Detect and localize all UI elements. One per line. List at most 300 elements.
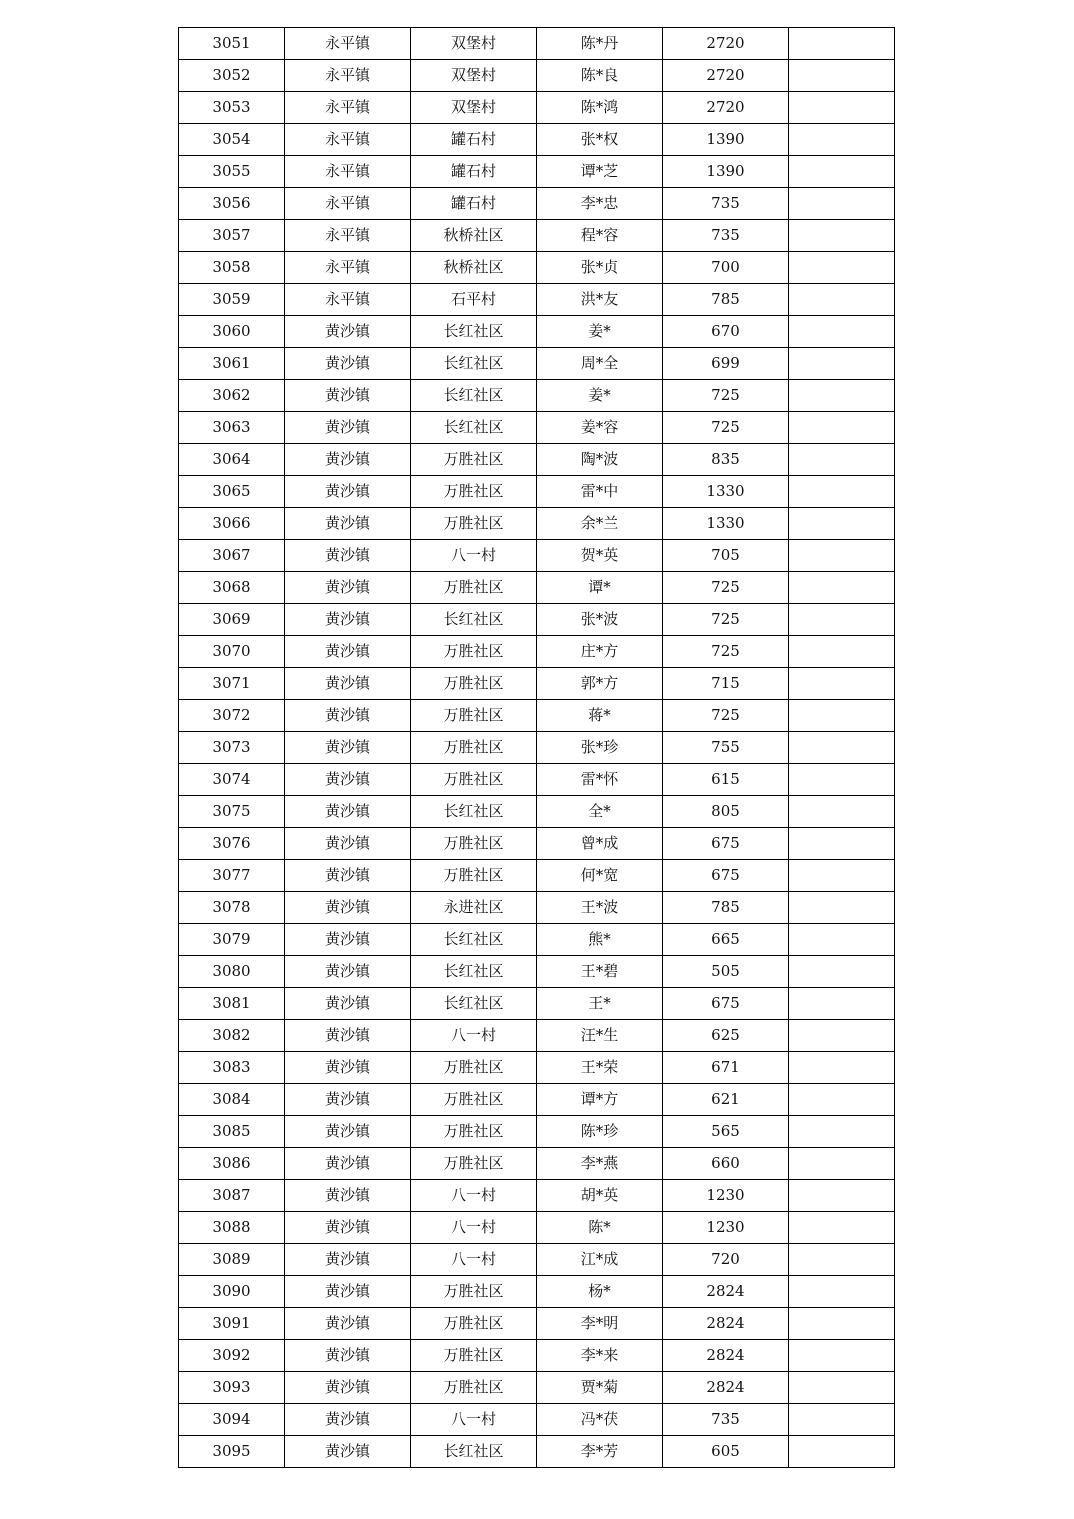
town-cell: 黄沙镇 (285, 988, 411, 1020)
village-cell: 万胜社区 (411, 732, 537, 764)
town-cell: 黄沙镇 (285, 348, 411, 380)
village-cell: 长红社区 (411, 988, 537, 1020)
remark-cell (789, 348, 895, 380)
town-cell: 黄沙镇 (285, 1340, 411, 1372)
village-cell: 永进社区 (411, 892, 537, 924)
serial-number-cell: 3086 (179, 1148, 285, 1180)
serial-number-cell: 3063 (179, 412, 285, 444)
town-cell: 黄沙镇 (285, 1276, 411, 1308)
serial-number-cell: 3055 (179, 156, 285, 188)
serial-number-cell: 3095 (179, 1436, 285, 1468)
town-cell: 黄沙镇 (285, 1212, 411, 1244)
name-cell: 周*全 (537, 348, 663, 380)
name-cell: 陈*良 (537, 60, 663, 92)
remark-cell (789, 1372, 895, 1404)
serial-number-cell: 3079 (179, 924, 285, 956)
serial-number-cell: 3089 (179, 1244, 285, 1276)
name-cell: 张*波 (537, 604, 663, 636)
serial-number-cell: 3083 (179, 1052, 285, 1084)
serial-number-cell: 3072 (179, 700, 285, 732)
village-cell: 万胜社区 (411, 444, 537, 476)
town-cell: 永平镇 (285, 28, 411, 60)
town-cell: 黄沙镇 (285, 1148, 411, 1180)
serial-number-cell: 3075 (179, 796, 285, 828)
remark-cell (789, 92, 895, 124)
name-cell: 姜*容 (537, 412, 663, 444)
village-cell: 长红社区 (411, 604, 537, 636)
village-cell: 万胜社区 (411, 668, 537, 700)
remark-cell (789, 188, 895, 220)
table-row (179, 92, 895, 124)
table-row (179, 156, 895, 188)
amount-cell: 725 (663, 700, 789, 732)
serial-number-cell: 3078 (179, 892, 285, 924)
village-cell: 万胜社区 (411, 508, 537, 540)
document-page (178, 27, 894, 1468)
town-cell: 永平镇 (285, 60, 411, 92)
amount-cell: 720 (663, 1244, 789, 1276)
town-cell: 永平镇 (285, 188, 411, 220)
serial-number-cell: 3091 (179, 1308, 285, 1340)
amount-cell: 715 (663, 668, 789, 700)
table-row (179, 668, 895, 700)
village-cell: 双堡村 (411, 92, 537, 124)
serial-number-cell: 3093 (179, 1372, 285, 1404)
amount-cell: 615 (663, 764, 789, 796)
village-cell: 长红社区 (411, 412, 537, 444)
name-cell: 郭*方 (537, 668, 663, 700)
amount-cell: 625 (663, 1020, 789, 1052)
table-row (179, 1084, 895, 1116)
amount-cell: 1390 (663, 156, 789, 188)
amount-cell: 785 (663, 284, 789, 316)
village-cell: 万胜社区 (411, 764, 537, 796)
roster-table-body (179, 28, 895, 1468)
remark-cell (789, 604, 895, 636)
amount-cell: 735 (663, 1404, 789, 1436)
amount-cell: 2824 (663, 1308, 789, 1340)
serial-number-cell: 3059 (179, 284, 285, 316)
amount-cell: 725 (663, 380, 789, 412)
town-cell: 黄沙镇 (285, 1372, 411, 1404)
town-cell: 黄沙镇 (285, 732, 411, 764)
village-cell: 万胜社区 (411, 572, 537, 604)
town-cell: 黄沙镇 (285, 1084, 411, 1116)
serial-number-cell: 3061 (179, 348, 285, 380)
table-row (179, 636, 895, 668)
remark-cell (789, 60, 895, 92)
remark-cell (789, 220, 895, 252)
remark-cell (789, 476, 895, 508)
amount-cell: 2824 (663, 1372, 789, 1404)
table-row (179, 1308, 895, 1340)
name-cell: 余*兰 (537, 508, 663, 540)
serial-number-cell: 3052 (179, 60, 285, 92)
name-cell: 雷*中 (537, 476, 663, 508)
village-cell: 八一村 (411, 1212, 537, 1244)
village-cell: 秋桥社区 (411, 220, 537, 252)
name-cell: 庄*方 (537, 636, 663, 668)
table-row (179, 508, 895, 540)
serial-number-cell: 3053 (179, 92, 285, 124)
table-row (179, 924, 895, 956)
remark-cell (789, 924, 895, 956)
name-cell: 陶*波 (537, 444, 663, 476)
name-cell: 雷*怀 (537, 764, 663, 796)
town-cell: 黄沙镇 (285, 796, 411, 828)
table-row (179, 476, 895, 508)
amount-cell: 2720 (663, 60, 789, 92)
town-cell: 黄沙镇 (285, 1436, 411, 1468)
serial-number-cell: 3071 (179, 668, 285, 700)
town-cell: 永平镇 (285, 92, 411, 124)
remark-cell (789, 1180, 895, 1212)
remark-cell (789, 540, 895, 572)
serial-number-cell: 3069 (179, 604, 285, 636)
serial-number-cell: 3081 (179, 988, 285, 1020)
amount-cell: 725 (663, 636, 789, 668)
town-cell: 永平镇 (285, 220, 411, 252)
town-cell: 黄沙镇 (285, 380, 411, 412)
town-cell: 黄沙镇 (285, 1020, 411, 1052)
name-cell: 贾*菊 (537, 1372, 663, 1404)
village-cell: 长红社区 (411, 316, 537, 348)
remark-cell (789, 252, 895, 284)
remark-cell (789, 1116, 895, 1148)
amount-cell: 505 (663, 956, 789, 988)
town-cell: 黄沙镇 (285, 1244, 411, 1276)
table-row (179, 1436, 895, 1468)
town-cell: 黄沙镇 (285, 508, 411, 540)
town-cell: 黄沙镇 (285, 476, 411, 508)
remark-cell (789, 1340, 895, 1372)
village-cell: 万胜社区 (411, 1052, 537, 1084)
serial-number-cell: 3074 (179, 764, 285, 796)
remark-cell (789, 1148, 895, 1180)
amount-cell: 670 (663, 316, 789, 348)
remark-cell (789, 1276, 895, 1308)
serial-number-cell: 3060 (179, 316, 285, 348)
town-cell: 黄沙镇 (285, 1052, 411, 1084)
amount-cell: 699 (663, 348, 789, 380)
name-cell: 李*明 (537, 1308, 663, 1340)
table-row (179, 956, 895, 988)
amount-cell: 1390 (663, 124, 789, 156)
name-cell: 全* (537, 796, 663, 828)
name-cell: 李*来 (537, 1340, 663, 1372)
remark-cell (789, 380, 895, 412)
table-row (179, 252, 895, 284)
name-cell: 汪*生 (537, 1020, 663, 1052)
table-row (179, 892, 895, 924)
serial-number-cell: 3058 (179, 252, 285, 284)
table-row (179, 1404, 895, 1436)
serial-number-cell: 3056 (179, 188, 285, 220)
amount-cell: 605 (663, 1436, 789, 1468)
table-row (179, 1020, 895, 1052)
town-cell: 黄沙镇 (285, 604, 411, 636)
amount-cell: 675 (663, 860, 789, 892)
table-row (179, 764, 895, 796)
table-row (179, 1244, 895, 1276)
amount-cell: 1230 (663, 1180, 789, 1212)
village-cell: 万胜社区 (411, 860, 537, 892)
town-cell: 黄沙镇 (285, 572, 411, 604)
town-cell: 黄沙镇 (285, 764, 411, 796)
table-row (179, 604, 895, 636)
village-cell: 八一村 (411, 1180, 537, 1212)
name-cell: 谭*方 (537, 1084, 663, 1116)
name-cell: 冯*茯 (537, 1404, 663, 1436)
village-cell: 万胜社区 (411, 828, 537, 860)
serial-number-cell: 3064 (179, 444, 285, 476)
town-cell: 黄沙镇 (285, 636, 411, 668)
table-row (179, 1212, 895, 1244)
town-cell: 黄沙镇 (285, 1404, 411, 1436)
table-row (179, 28, 895, 60)
amount-cell: 725 (663, 604, 789, 636)
remark-cell (789, 284, 895, 316)
name-cell: 胡*英 (537, 1180, 663, 1212)
village-cell: 八一村 (411, 1244, 537, 1276)
village-cell: 万胜社区 (411, 1340, 537, 1372)
village-cell: 长红社区 (411, 924, 537, 956)
town-cell: 永平镇 (285, 156, 411, 188)
amount-cell: 565 (663, 1116, 789, 1148)
village-cell: 长红社区 (411, 956, 537, 988)
name-cell: 姜* (537, 380, 663, 412)
table-row (179, 412, 895, 444)
serial-number-cell: 3077 (179, 860, 285, 892)
remark-cell (789, 956, 895, 988)
remark-cell (789, 1404, 895, 1436)
serial-number-cell: 3092 (179, 1340, 285, 1372)
serial-number-cell: 3065 (179, 476, 285, 508)
name-cell: 程*容 (537, 220, 663, 252)
remark-cell (789, 636, 895, 668)
amount-cell: 805 (663, 796, 789, 828)
table-row (179, 1180, 895, 1212)
town-cell: 黄沙镇 (285, 668, 411, 700)
village-cell: 万胜社区 (411, 700, 537, 732)
name-cell: 杨* (537, 1276, 663, 1308)
amount-cell: 705 (663, 540, 789, 572)
table-row (179, 540, 895, 572)
remark-cell (789, 668, 895, 700)
amount-cell: 2720 (663, 92, 789, 124)
serial-number-cell: 3080 (179, 956, 285, 988)
table-row (179, 284, 895, 316)
name-cell: 李*芳 (537, 1436, 663, 1468)
serial-number-cell: 3082 (179, 1020, 285, 1052)
remark-cell (789, 508, 895, 540)
remark-cell (789, 1436, 895, 1468)
name-cell: 蒋* (537, 700, 663, 732)
remark-cell (789, 572, 895, 604)
remark-cell (789, 124, 895, 156)
village-cell: 万胜社区 (411, 1148, 537, 1180)
village-cell: 双堡村 (411, 60, 537, 92)
remark-cell (789, 828, 895, 860)
name-cell: 贺*英 (537, 540, 663, 572)
town-cell: 黄沙镇 (285, 892, 411, 924)
town-cell: 黄沙镇 (285, 1116, 411, 1148)
name-cell: 王*碧 (537, 956, 663, 988)
remark-cell (789, 316, 895, 348)
town-cell: 黄沙镇 (285, 828, 411, 860)
village-cell: 八一村 (411, 1404, 537, 1436)
village-cell: 八一村 (411, 1020, 537, 1052)
serial-number-cell: 3067 (179, 540, 285, 572)
town-cell: 黄沙镇 (285, 412, 411, 444)
town-cell: 永平镇 (285, 252, 411, 284)
amount-cell: 1330 (663, 508, 789, 540)
town-cell: 黄沙镇 (285, 956, 411, 988)
name-cell: 王*波 (537, 892, 663, 924)
amount-cell: 1230 (663, 1212, 789, 1244)
amount-cell: 735 (663, 188, 789, 220)
village-cell: 万胜社区 (411, 1308, 537, 1340)
village-cell: 双堡村 (411, 28, 537, 60)
village-cell: 长红社区 (411, 348, 537, 380)
name-cell: 何*宽 (537, 860, 663, 892)
amount-cell: 735 (663, 220, 789, 252)
table-row (179, 732, 895, 764)
town-cell: 黄沙镇 (285, 1308, 411, 1340)
name-cell: 陈*鸿 (537, 92, 663, 124)
name-cell: 洪*友 (537, 284, 663, 316)
name-cell: 张*贞 (537, 252, 663, 284)
table-row (179, 828, 895, 860)
amount-cell: 660 (663, 1148, 789, 1180)
serial-number-cell: 3073 (179, 732, 285, 764)
name-cell: 张*权 (537, 124, 663, 156)
table-row (179, 1052, 895, 1084)
remark-cell (789, 860, 895, 892)
village-cell: 长红社区 (411, 1436, 537, 1468)
serial-number-cell: 3054 (179, 124, 285, 156)
remark-cell (789, 1084, 895, 1116)
table-row (179, 572, 895, 604)
remark-cell (789, 988, 895, 1020)
name-cell: 陈*丹 (537, 28, 663, 60)
village-cell: 长红社区 (411, 796, 537, 828)
remark-cell (789, 700, 895, 732)
amount-cell: 2824 (663, 1276, 789, 1308)
table-row (179, 348, 895, 380)
serial-number-cell: 3094 (179, 1404, 285, 1436)
remark-cell (789, 732, 895, 764)
town-cell: 黄沙镇 (285, 1180, 411, 1212)
remark-cell (789, 1212, 895, 1244)
remark-cell (789, 892, 895, 924)
table-row (179, 60, 895, 92)
serial-number-cell: 3051 (179, 28, 285, 60)
village-cell: 罐石村 (411, 188, 537, 220)
amount-cell: 725 (663, 412, 789, 444)
name-cell: 李*燕 (537, 1148, 663, 1180)
serial-number-cell: 3068 (179, 572, 285, 604)
name-cell: 江*成 (537, 1244, 663, 1276)
remark-cell (789, 28, 895, 60)
village-cell: 万胜社区 (411, 1276, 537, 1308)
village-cell: 万胜社区 (411, 636, 537, 668)
town-cell: 黄沙镇 (285, 700, 411, 732)
name-cell: 谭*芝 (537, 156, 663, 188)
serial-number-cell: 3066 (179, 508, 285, 540)
village-cell: 万胜社区 (411, 1084, 537, 1116)
name-cell: 陈*珍 (537, 1116, 663, 1148)
name-cell: 王*荣 (537, 1052, 663, 1084)
amount-cell: 2720 (663, 28, 789, 60)
village-cell: 石平村 (411, 284, 537, 316)
name-cell: 曾*成 (537, 828, 663, 860)
serial-number-cell: 3057 (179, 220, 285, 252)
roster-table (178, 27, 895, 1468)
remark-cell (789, 764, 895, 796)
table-row (179, 188, 895, 220)
remark-cell (789, 1308, 895, 1340)
village-cell: 万胜社区 (411, 1116, 537, 1148)
amount-cell: 785 (663, 892, 789, 924)
village-cell: 罐石村 (411, 156, 537, 188)
serial-number-cell: 3088 (179, 1212, 285, 1244)
town-cell: 黄沙镇 (285, 316, 411, 348)
village-cell: 万胜社区 (411, 476, 537, 508)
table-row (179, 1372, 895, 1404)
table-row (179, 860, 895, 892)
name-cell: 李*忠 (537, 188, 663, 220)
village-cell: 长红社区 (411, 380, 537, 412)
table-row (179, 1148, 895, 1180)
remark-cell (789, 1052, 895, 1084)
name-cell: 谭* (537, 572, 663, 604)
table-row (179, 700, 895, 732)
amount-cell: 755 (663, 732, 789, 764)
amount-cell: 835 (663, 444, 789, 476)
table-row (179, 1116, 895, 1148)
serial-number-cell: 3087 (179, 1180, 285, 1212)
serial-number-cell: 3076 (179, 828, 285, 860)
table-row (179, 220, 895, 252)
remark-cell (789, 1244, 895, 1276)
village-cell: 秋桥社区 (411, 252, 537, 284)
serial-number-cell: 3062 (179, 380, 285, 412)
remark-cell (789, 156, 895, 188)
name-cell: 陈* (537, 1212, 663, 1244)
name-cell: 姜* (537, 316, 663, 348)
village-cell: 万胜社区 (411, 1372, 537, 1404)
amount-cell: 671 (663, 1052, 789, 1084)
town-cell: 黄沙镇 (285, 540, 411, 572)
town-cell: 黄沙镇 (285, 860, 411, 892)
town-cell: 永平镇 (285, 124, 411, 156)
remark-cell (789, 444, 895, 476)
amount-cell: 665 (663, 924, 789, 956)
table-row (179, 316, 895, 348)
serial-number-cell: 3090 (179, 1276, 285, 1308)
name-cell: 张*珍 (537, 732, 663, 764)
table-row (179, 1340, 895, 1372)
amount-cell: 2824 (663, 1340, 789, 1372)
town-cell: 黄沙镇 (285, 924, 411, 956)
village-cell: 罐石村 (411, 124, 537, 156)
amount-cell: 675 (663, 988, 789, 1020)
serial-number-cell: 3070 (179, 636, 285, 668)
serial-number-cell: 3084 (179, 1084, 285, 1116)
table-row (179, 380, 895, 412)
table-row (179, 796, 895, 828)
